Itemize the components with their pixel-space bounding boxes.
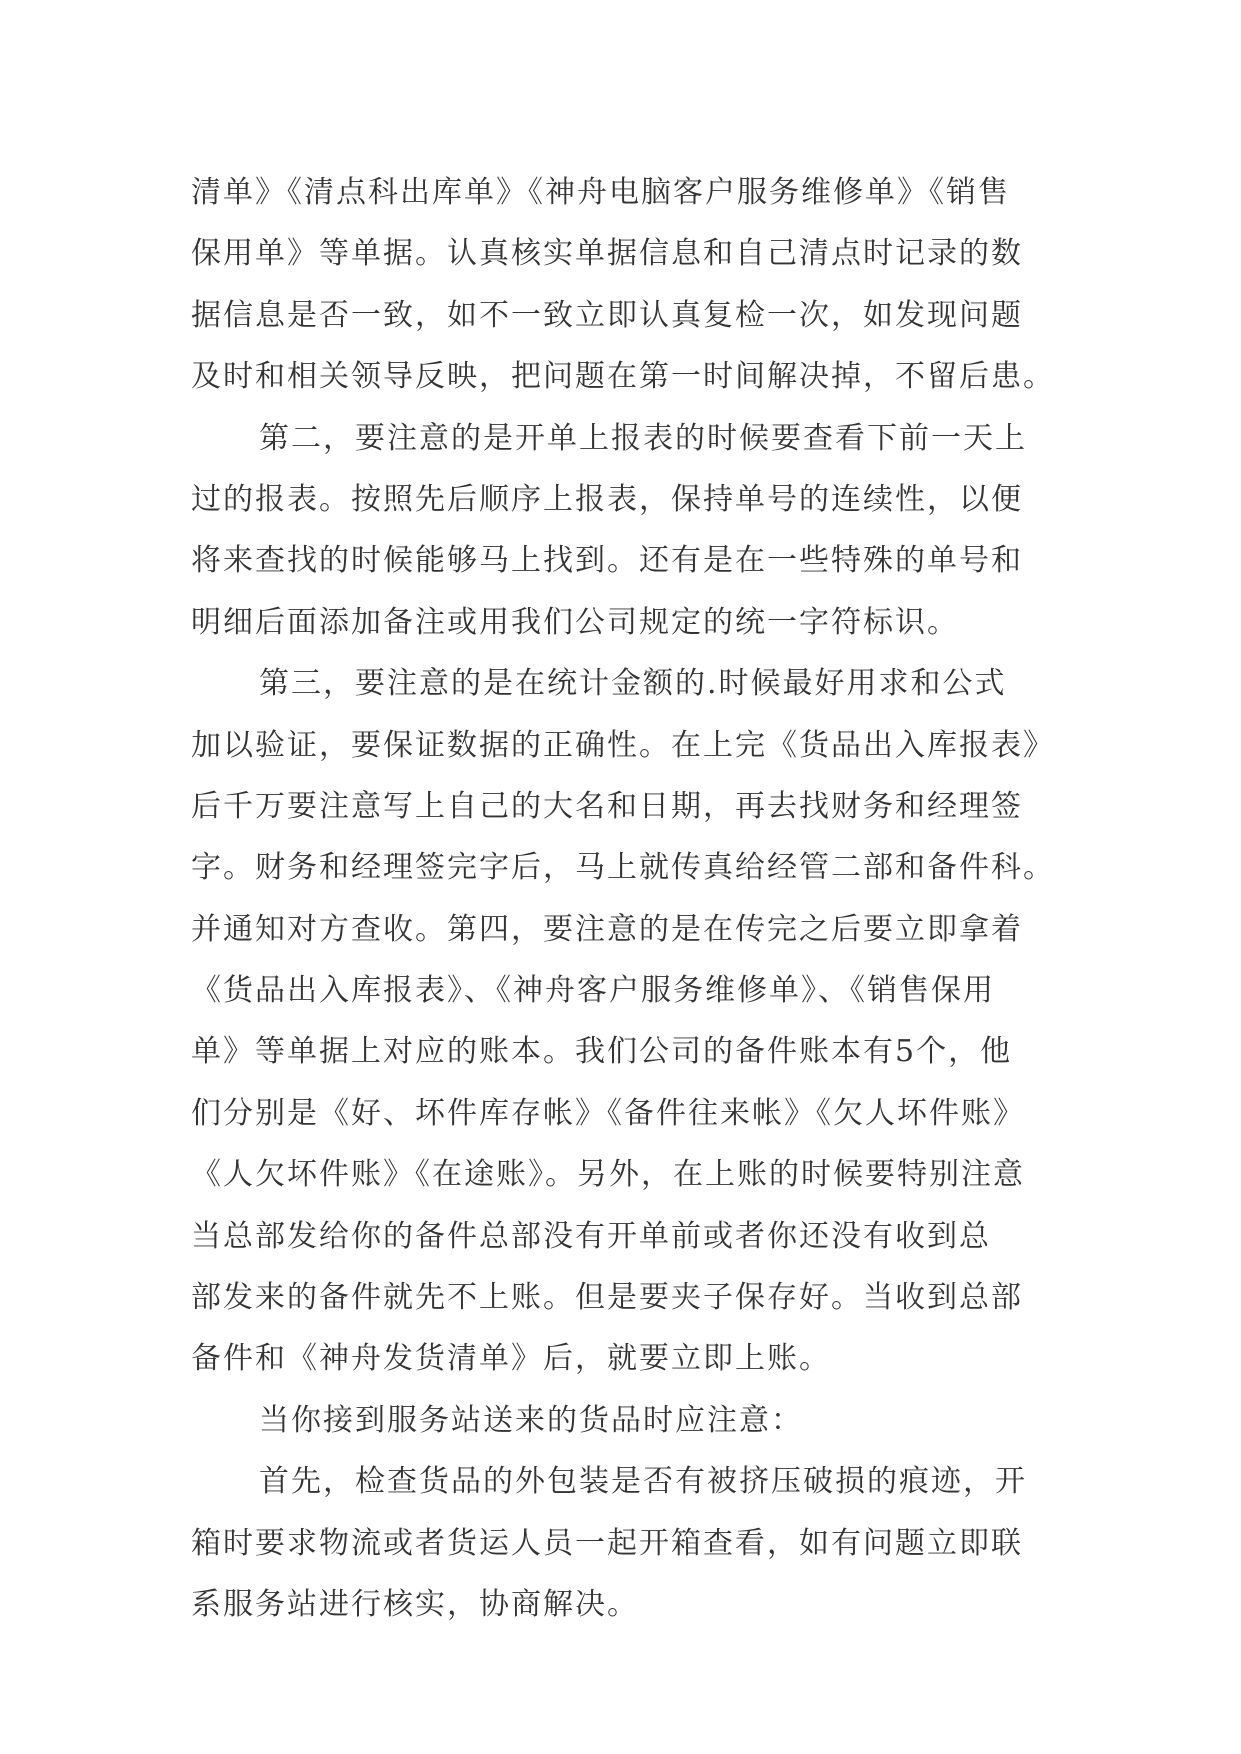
text-line: 备件和《神舟发货清单》后，就要立即上账。	[191, 1341, 831, 1377]
text-line: 《人欠坏件账》《在途账》。另外，在上账的时候要特别注意	[191, 1157, 1025, 1193]
text-line: 加以验证，要保证数据的正确性。在上完《货品出入库报表》	[191, 727, 1055, 763]
text-line: 过的报表。按照先后顺序上报表，保持单号的连续性，以便	[191, 481, 1023, 517]
text-line: 及时和相关领导反映，把问题在第一时间解决掉，不留后患。	[191, 359, 1055, 395]
text-line: 第二，要注意的是开单上报表的时候要查看下前一天上	[259, 420, 1027, 456]
text-line: 后千万要注意写上自己的大名和日期，再去找财务和经理签	[191, 788, 1023, 824]
text-line: 箱时要求物流或者货运人员一起开箱查看，如有问题立即联	[191, 1525, 1023, 1561]
text-line: 并通知对方查收。第四，要注意的是在传完之后要立即拿着	[191, 911, 1023, 947]
text-line: 清单》《清点科出库单》《神舟电脑客户服务维修单》《销售	[191, 175, 1010, 210]
text-line: 单》等单据上对应的账本。我们公司的备件账本有5个，他	[191, 1034, 1013, 1070]
text-line: 将来查找的时候能够马上找到。还有是在一些特殊的单号和	[191, 543, 1023, 579]
text-line: 们分别是《好、坏件库存帐》《备件往来帐》《欠人坏件账》	[191, 1095, 1025, 1131]
text-line: 字。财务和经理签完字后，马上就传真给经管二部和备件科。	[191, 850, 1055, 886]
text-line: 部发来的备件就先不上账。但是要夹子保存好。当收到总部	[191, 1280, 1023, 1316]
text-line: 保用单》等单据。认真核实单据信息和自己清点时记录的数	[191, 236, 1023, 272]
text-line: 当你接到服务站送来的货品时应注意：	[259, 1402, 803, 1438]
text-line: 首先，检查货品的外包装是否有被挤压破损的痕迹，开	[259, 1464, 1027, 1500]
text-line: 明细后面添加备注或用我们公司规定的统一字符标识。	[191, 604, 959, 640]
text-line: 第三，要注意的是在统计金额的.时候最好用求和公式	[259, 666, 1007, 702]
text-line: 系服务站进行核实，协商解决。	[191, 1586, 639, 1622]
text-line: 《货品出入库报表》、《神舟客户服务维修单》、《销售保用	[191, 973, 995, 1009]
body-text	[191, 162, 1055, 1635]
text-line: 当总部发给你的备件总部没有开单前或者你还没有收到总	[191, 1218, 991, 1254]
text-line: 据信息是否一致，如不一致立即认真复检一次，如发现问题	[191, 297, 1023, 333]
